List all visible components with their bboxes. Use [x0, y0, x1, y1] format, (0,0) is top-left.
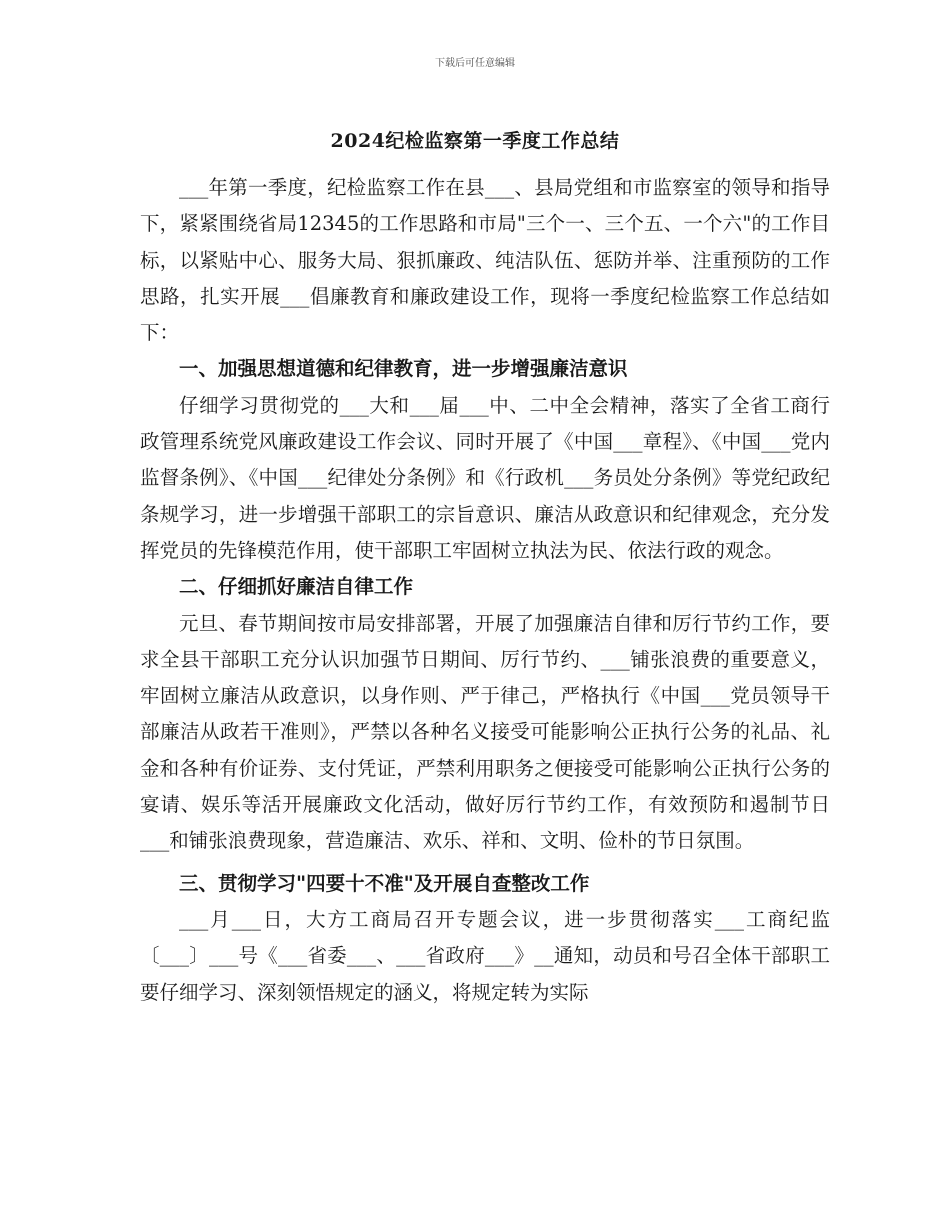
section-paragraph-3: ___月___日，大方工商局召开专题会议，进一步贯彻落实___工商纪监〔___〕___号《___省委___、___省政府___》__通知，动员和号召全体干部职工要仔细学习、深刻领悟规定的涵义，将规定转为实际 [140, 907, 830, 1004]
section-heading-1: 一、加强思想道德和纪律教育，进一步增强廉洁意识 [179, 357, 628, 381]
document-body [140, 170, 830, 1011]
section-heading-3: 三、贯彻学习"四要十不准"及开展自查整改工作 [179, 871, 590, 895]
section-heading-2: 二、仔细抓好廉洁自律工作 [179, 575, 414, 599]
intro-paragraph: ___年第一季度，纪检监察工作在县___、县局党组和市监察室的领导和指导下，紧紧围绕省局12345的工作思路和市局"三个一、三个五、一个六"的工作目标，以紧贴中心、服务大局、狠抓廉政、纯洁队伍、惩防并举、注重预防的工作思路，扎实开展___倡廉教育和廉政建设工作，现将一季度纪检监察工作总结如下： [140, 176, 830, 345]
header-note: 下载后可任意编辑 [435, 58, 515, 69]
document-title: 2024纪检监察第一季度工作总结 [330, 130, 620, 152]
section-paragraph-2: 元旦、春节期间按市局安排部署，开展了加强廉洁自律和厉行节约工作，要求全县干部职工充分认识加强节日期间、厉行节约、___铺张浪费的重要意义，牢固树立廉洁从政意识，以身作则、严于律己，严格执行《中国___党员领导干部廉洁从政若干准则》，严禁以各种名义接受可能影响公正执行公务的礼品、礼金和各种有价证券、支付凭证，严禁利用职务之便接受可能影响公正执行公务的宴请、娱乐等活开展廉政文化活动，做好厉行节约工作，有效预防和遏制节日___和铺张浪费现象，营造廉洁、欢乐、祥和、文明、俭朴的节日氛围。 [140, 611, 830, 853]
section-paragraph-1: 仔细学习贯彻党的___大和___届___中、二中全会精神，落实了全省工商行政管理系统党风廉政建设工作会议、同时开展了《中国___章程》、《中国___党内监督条例》、《中国___纪律处分条例》和《行政机___务员处分条例》等党纪政纪条规学习，进一步增强干部职工的宗旨意识、廉洁从政意识和纪律观念，充分发挥党员的先锋模范作用，使干部职工牢固树立执法为民、依法行政的观念。 [140, 393, 830, 562]
